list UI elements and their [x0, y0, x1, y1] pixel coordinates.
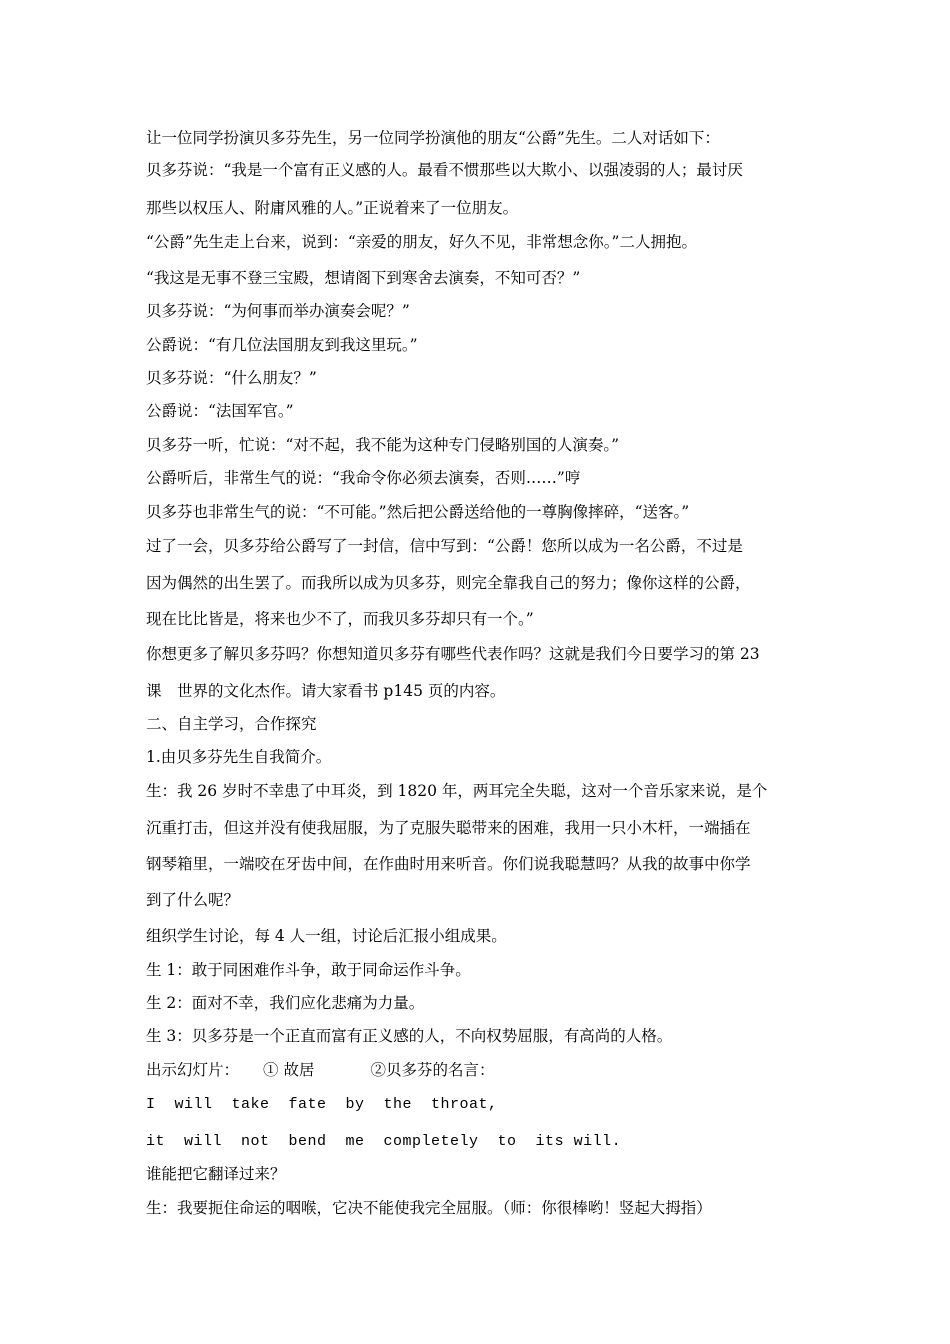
slide-item-2: ②贝多芬的名言：: [370, 1061, 495, 1079]
slide-line: [146, 1060, 816, 1080]
text-line: 公爵听后，非常生气的说：“我命令你必须去演奏，否则……”哼: [146, 469, 581, 487]
text-line: 生：我 26 岁时不幸患了中耳炎，到 1820 年，两耳完全失聪，这对一个音乐家来说，是个: [146, 782, 768, 800]
text-line: 你想更多了解贝多芬吗？你想知道贝多芬有哪些代表作吗？这就是我们今日要学习的第 23: [146, 645, 760, 663]
slide-item-1: ① 故居: [263, 1061, 315, 1079]
section-heading: 二、自主学习，合作探究: [146, 715, 317, 733]
quote-line: it will not bend me completely to its will.: [146, 1133, 622, 1150]
text-line: 生 1：敢于同困难作斗争，敢于同命运作斗争。: [146, 961, 471, 979]
text-line: 因为偶然的出生罢了。而我所以成为贝多芬，则完全靠我自己的努力；像你这样的公爵，: [146, 574, 751, 592]
text-line: 那些以权压人、附庸风雅的人。”正说着来了一位朋友。: [146, 199, 519, 217]
text-line: 公爵说：“有几位法国朋友到我这里玩。”: [146, 336, 418, 354]
text-line: 让一位同学扮演贝多芬先生，另一位同学扮演他的朋友“公爵”先生。二人对话如下：: [146, 129, 720, 147]
text-line: 贝多芬一听，忙说：“对不起，我不能为这种专门侵略别国的人演奏。”: [146, 436, 620, 454]
text-line: 沉重打击，但这并没有使我屈服，为了克服失聪带来的困难，我用一只小木杆，一端插在: [146, 819, 751, 837]
text-line: 1.由贝多芬先生自我简介。: [146, 748, 332, 766]
text-line: “公爵”先生走上台来，说到：“亲爱的朋友，好久不见，非常想念你。”二人拥抱。: [146, 233, 697, 251]
text-line: “我这是无事不登三宝殿，想请阁下到寒舍去演奏，不知可否？”: [146, 269, 581, 287]
text-line: 组织学生讨论，每 4 人一组，讨论后汇报小组成果。: [146, 927, 507, 945]
text-line: 贝多芬说：“为何事而举办演奏会呢？”: [146, 302, 410, 320]
text-line: 到了什么呢？: [146, 891, 240, 909]
slide-label: 出示幻灯片：: [146, 1061, 240, 1079]
text-line: 课 世界的文化杰作。请大家看书 p145 页的内容。: [146, 682, 506, 700]
text-line: 生 3：贝多芬是一个正直而富有正义感的人，不向权势屈服，有高尚的人格。: [146, 1027, 673, 1045]
text-line: 生 2：面对不幸，我们应化悲痛为力量。: [146, 994, 425, 1012]
text-line: 钢琴箱里，一端咬在牙齿中间，在作曲时用来听音。你们说我聪慧吗？从我的故事中你学: [146, 855, 751, 873]
text-line: 谁能把它翻译过来？: [146, 1165, 286, 1183]
text-line: 贝多芬说：“我是一个富有正义感的人。最看不惯那些以大欺小、以强凌弱的人；最讨厌: [146, 161, 743, 179]
text-line: 贝多芬说：“什么朋友？”: [146, 369, 317, 387]
quote-line: I will take fate by the throat,: [146, 1096, 498, 1113]
text-line: 过了一会，贝多芬给公爵写了一封信，信中写到：“公爵！您所以成为一名公爵，不过是: [146, 537, 743, 555]
text-line: 贝多芬也非常生气的说：“不可能。”然后把公爵送给他的一尊胸像摔碎，“送客。”: [146, 503, 690, 521]
text-line: 现在比比皆是，将来也少不了，而我贝多芬却只有一个。”: [146, 610, 534, 628]
text-line: 生：我要扼住命运的咽喉，它决不能使我完全屈服。（师：你很棒哟！竖起大拇指）: [146, 1199, 712, 1217]
text-line: 公爵说：“法国军官。”: [146, 402, 294, 420]
